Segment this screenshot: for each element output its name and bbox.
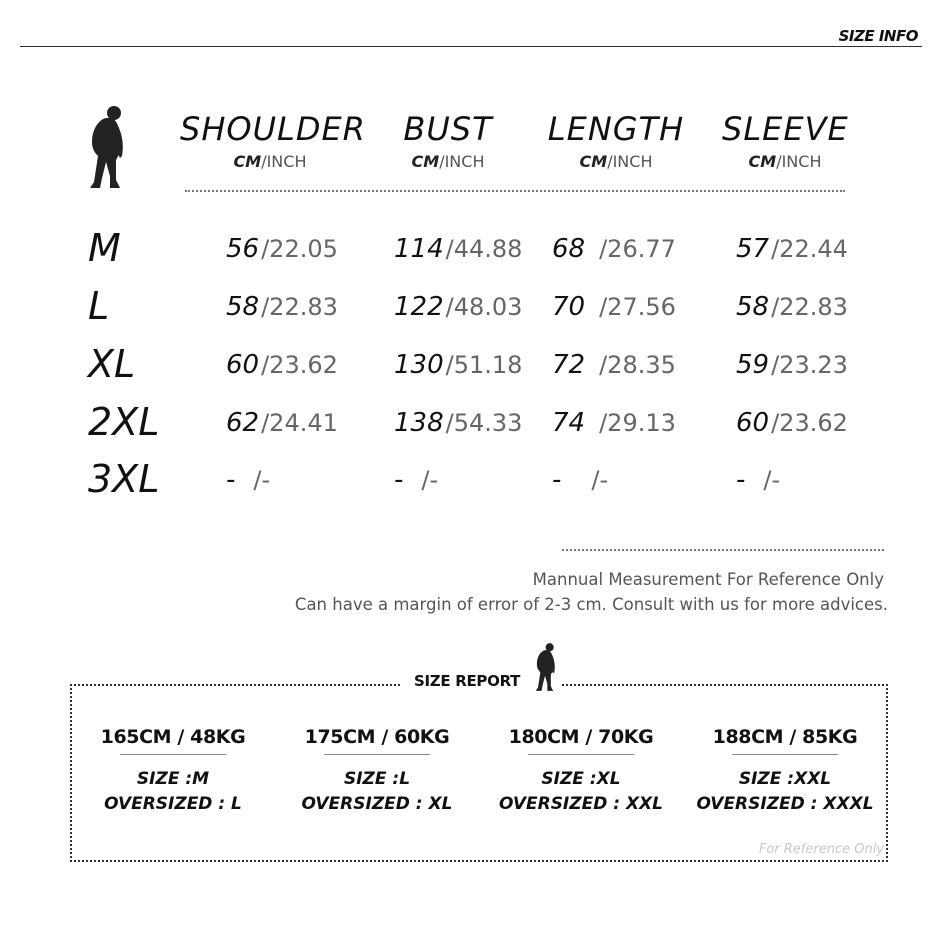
shoulder-cell: 56/22.05 bbox=[226, 234, 338, 264]
recommended-size: SIZE :L bbox=[343, 769, 411, 789]
shoulder-cell: 62/24.41 bbox=[226, 408, 338, 438]
underline bbox=[732, 754, 838, 755]
note-dotted-divider bbox=[562, 549, 884, 551]
column-unit: CM/INCH bbox=[411, 152, 485, 171]
bust-cell: 138/54.33 bbox=[394, 408, 523, 438]
walking-ape-figure-icon bbox=[84, 104, 128, 190]
report-item bbox=[78, 726, 268, 817]
measurement-note: Mannual Measurement For Reference Only bbox=[532, 570, 884, 589]
margin-note: Can have a margin of error of 2-3 cm. Consult with us for more advices. bbox=[294, 595, 888, 614]
size-report-title: SIZE REPORT bbox=[400, 672, 534, 690]
shoulder-cell: 60/23.62 bbox=[226, 350, 338, 380]
sleeve-cell: 59/23.23 bbox=[736, 350, 848, 380]
bust-cell: 114/44.88 bbox=[394, 234, 523, 264]
column-unit: CM/INCH bbox=[233, 152, 307, 171]
bust-cell: 130/51.18 bbox=[394, 350, 523, 380]
height-weight: 180CM / 70KG bbox=[508, 726, 654, 748]
reference-note: For Reference Only bbox=[758, 842, 884, 857]
column-name: LENGTH bbox=[547, 110, 685, 148]
recommended-size: SIZE :XXL bbox=[738, 769, 832, 789]
header-dotted-divider bbox=[185, 190, 845, 192]
column-header-bust bbox=[388, 110, 508, 171]
column-name: SLEEVE bbox=[722, 110, 849, 148]
oversized-size: OVERSIZED : XXL bbox=[498, 794, 663, 814]
size-label-xl: XL bbox=[88, 342, 136, 386]
size-label-3xl: 3XL bbox=[88, 457, 160, 501]
walking-ape-figure-icon bbox=[528, 642, 562, 692]
column-header-shoulder bbox=[180, 110, 366, 171]
report-item bbox=[690, 726, 880, 817]
recommended-size: SIZE :M bbox=[136, 769, 210, 789]
recommended-size: SIZE :XL bbox=[541, 769, 621, 789]
column-name: SHOULDER bbox=[180, 110, 366, 148]
oversized-size: OVERSIZED : XXXL bbox=[696, 794, 874, 814]
underline bbox=[324, 754, 430, 755]
sleeve-cell: 60/23.62 bbox=[736, 408, 848, 438]
length-cell: 68 /26.77 bbox=[552, 234, 676, 264]
oversized-size: OVERSIZED : XL bbox=[301, 794, 453, 814]
size-label-2xl: 2XL bbox=[88, 400, 160, 444]
column-header-sleeve bbox=[722, 110, 848, 171]
report-item bbox=[486, 726, 676, 817]
sleeve-cell: - /- bbox=[736, 465, 781, 495]
bust-cell: - /- bbox=[394, 465, 439, 495]
shoulder-cell: - /- bbox=[226, 465, 271, 495]
column-header-length bbox=[544, 110, 688, 171]
length-cell: - /- bbox=[552, 465, 609, 495]
shoulder-cell: 58/22.83 bbox=[226, 292, 338, 322]
bust-cell: 122/48.03 bbox=[394, 292, 523, 322]
sleeve-cell: 57/22.44 bbox=[736, 234, 848, 264]
column-name: BUST bbox=[403, 110, 493, 148]
height-weight: 165CM / 48KG bbox=[100, 726, 246, 748]
underline bbox=[528, 754, 634, 755]
report-item bbox=[282, 726, 472, 817]
header-divider bbox=[20, 46, 922, 47]
length-cell: 74 /29.13 bbox=[552, 408, 676, 438]
height-weight: 188CM / 85KG bbox=[712, 726, 858, 748]
size-label-l: L bbox=[88, 284, 110, 328]
underline bbox=[120, 754, 226, 755]
length-cell: 72 /28.35 bbox=[552, 350, 676, 380]
height-weight: 175CM / 60KG bbox=[304, 726, 450, 748]
sleeve-cell: 58/22.83 bbox=[736, 292, 848, 322]
size-label-m: M bbox=[88, 226, 121, 270]
length-cell: 70 /27.56 bbox=[552, 292, 676, 322]
oversized-size: OVERSIZED : L bbox=[104, 794, 242, 814]
column-unit: CM/INCH bbox=[579, 152, 653, 171]
header-title: SIZE INFO bbox=[838, 27, 918, 45]
column-unit: CM/INCH bbox=[748, 152, 822, 171]
